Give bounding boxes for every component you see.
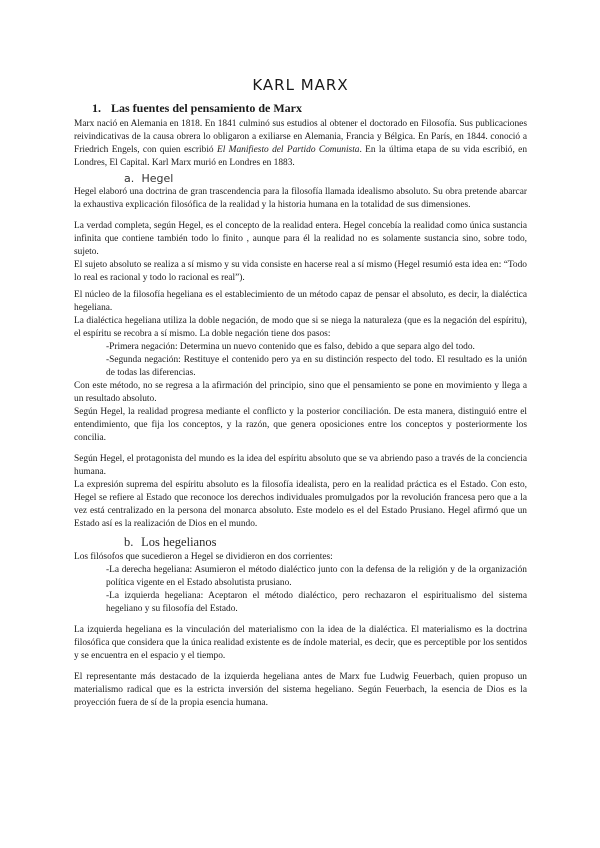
list-item: -Primera negación: Determina un nuevo contenido que es falso, debido a que separa algo del todo. xyxy=(106,342,475,352)
paragraph: Según Hegel, la realidad progresa mediante el conflicto y la posterior conciliación. De esta manera, distinguió entre el entendimiento, que fija los conceptos, y la razón, que genera oposiciones entre los conceptos y posteriormente los concilia. xyxy=(74,407,527,443)
paragraph: La dialéctica hegeliana utiliza la doble negación, de modo que si se niega la naturaleza (que es la negación del espíritu), el espíritu se recobra a sí mismo. La doble negación tiene dos pasos: xyxy=(74,316,527,339)
subsection-title: Los hegelianos xyxy=(141,535,217,549)
list-item: -La derecha hegeliana: Asumieron el método dialéctico junto con la defensa de la religión y de la organización política vigente en el Estado absolutista prusiano. xyxy=(106,565,527,588)
paragraph: Los filósofos que sucedieron a Hegel se dividieron en dos corrientes: xyxy=(74,552,333,562)
subsection-letter: b. xyxy=(124,535,134,549)
document-page xyxy=(74,70,527,710)
paragraph: Con este método, no se regresa a la afirmación del principio, sino que el pensamiento se pone en movimiento y llega a un resultado absoluto. xyxy=(74,381,527,404)
subsection-letter: a. xyxy=(124,172,135,185)
intro-text-a: Marx nació en Alemania en 1818. En 1841 culminó sus estudios al obtener el doctorado en Filosofía. Sus publicaciones reivindicativas de la causa obrera lo obligaron a exiliarse en Alemania, Francia y Bélgica. En París, en 1844. conoció a Friedrich Engels, con quien escribió xyxy=(74,119,527,155)
list-item: -Segunda negación: Restituye el contenido pero ya en su distinción respecto del todo. El resultado es la unión de todas las diferencias. xyxy=(106,355,527,378)
intro-paragraph xyxy=(74,118,527,170)
paragraph: El núcleo de la filosofía hegeliana es el establecimiento de un método capaz de pensar el absoluto, es decir, la dialéctica hegeliana. xyxy=(74,290,527,313)
section-number: 1. xyxy=(92,101,101,115)
subsection-title: Hegel xyxy=(141,172,174,185)
list-item: -La izquierda hegeliana: Aceptaron el método dialéctico, pero rechazaron el espiritualismo del sistema hegeliano y su filosofía del Estado. xyxy=(106,591,527,614)
paragraph: La izquierda hegeliana es la vinculación del materialismo con la idea de la dialéctica. El materialismo es la doctrina filosófica que considera que la única realidad existente es de índole material, es decir, que es perceptible por los sentidos y se encuentra en el espacio y el tiempo. xyxy=(74,625,527,661)
section-heading-text: Las fuentes del pensamiento de Marx xyxy=(111,101,302,115)
paragraph: La verdad completa, según Hegel, es el concepto de la realidad entera. Hegel concebía la realidad como única sustancia infinita que contiene también todo lo finito , aunque para él la realidad no es solamente sustancia sino, sobre todo, sujeto. xyxy=(74,221,527,257)
paragraph: El sujeto absoluto se realiza a sí mismo y su vida consiste en hacerse real a sí mismo (Hegel resumió esta idea en: “Todo lo real es racional y todo lo racional es real”). xyxy=(74,260,527,283)
paragraph: La expresión suprema del espíritu absoluto es la filosofía idealista, pero en la realidad práctica es el Estado. Con esto, Hegel se refiere al Estado que reconoce los derechos individuales promulgados por la revolución francesa pero que a la vez está centralizado en la persona del monarca absoluto. Este modelo es el del Estado Prusiano. Hegel afirmó que un Estado así es la realización de Dios en el mundo. xyxy=(74,480,527,529)
subsection-heading-hegel xyxy=(74,172,527,185)
section-heading xyxy=(74,101,527,116)
paragraph: Según Hegel, el protagonista del mundo es la idea del espíritu absoluto que se va abriendo paso a través de la conciencia humana. xyxy=(74,454,527,477)
intro-text-b: . En la última etapa de su vida escribió, en Londres, El Capital. Karl Marx murió en Londres en 1883. xyxy=(74,145,528,168)
subsection-heading-hegelianos xyxy=(74,535,527,550)
document-title: KARL MARX xyxy=(252,76,349,94)
paragraph: El representante más destacado de la izquierda hegeliana antes de Marx fue Ludwig Feuerbach, quien propuso un materialismo radical que es la estricta inversión del sistema hegeliano. Según Feuerbach, la esencia de Dios es la proyección fuera de sí de la propia esencia humana. xyxy=(74,672,527,708)
paragraph: Hegel elaboró una doctrina de gran trascendencia para la filosofía llamada idealismo absoluto. Su obra pretende abarcar la exhaustiva explicación filosófica de la realidad y la historia humana en la totalidad de sus dimensiones. xyxy=(74,187,527,210)
book-title: El Manifiesto del Partido Comunista xyxy=(216,145,360,155)
